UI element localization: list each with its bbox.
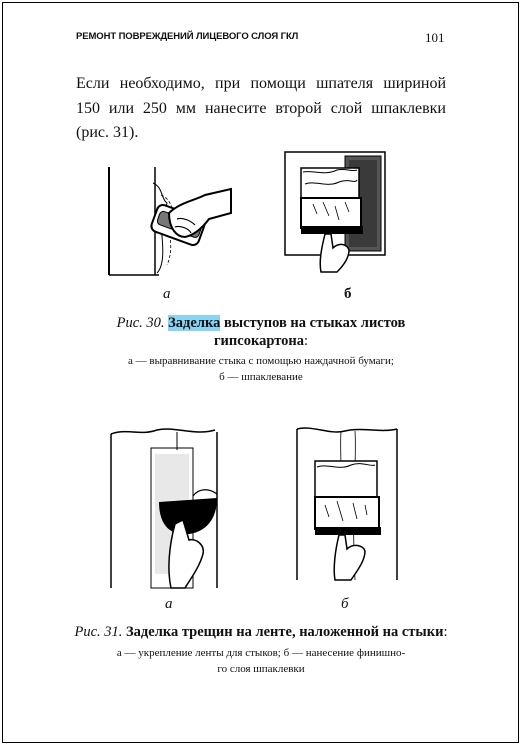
fig31-subcaption-2: го слоя шпаклевки (217, 663, 305, 675)
intro-paragraph (76, 72, 446, 146)
fig31-label-a: а (165, 596, 173, 612)
fig30-caption-line2 (0, 333, 522, 350)
fig30-caption-highlight: Заделка (168, 315, 221, 331)
fig30-label-a: а (163, 286, 171, 302)
fig31-subcaption-1: а — укрепление ленты для стыков; б — нанесение финишно- (116, 647, 406, 659)
fig31-caption-colon: : (443, 624, 448, 640)
fig31a-illustration (105, 428, 235, 593)
fig30-label-b: б (344, 286, 352, 302)
fig30a-illustration (105, 165, 235, 280)
fig30-subcaption-1: а — выравнивание стыка с помощью наждачной бумаги; (128, 355, 394, 367)
fig30-caption-prefix: Рис. 30. (116, 315, 165, 331)
running-header: РЕМОНТ ПОВРЕЖДЕНИЙ ЛИЦЕВОГО СЛОЯ ГКЛ (76, 31, 299, 42)
fig30-caption-line1 (0, 315, 522, 332)
fig30-caption-colon: : (304, 333, 309, 349)
fig30-caption-rest: выступов на стыках листов (223, 315, 406, 331)
page-number: 101 (425, 30, 445, 45)
fig31-label-b: б (341, 596, 349, 612)
fig31-caption-prefix: Рис. 31. (74, 624, 123, 640)
fig31b-illustration (293, 425, 403, 585)
fig31-caption (0, 624, 522, 641)
intro-line-1: Если необходимо, при помощи шпателя шириной (76, 75, 446, 92)
fig30-subcaption-2: б — шпаклевание (219, 371, 303, 383)
fig30-caption-line2-text: гипсокартона (213, 333, 304, 349)
fig31-caption-bold: Заделка трещин на ленте, наложенной на стыки (126, 624, 444, 640)
intro-line-3: (рис. 31). (76, 124, 139, 141)
intro-line-2: 150 или 250 мм нанесите второй слой шпаклевки (76, 99, 446, 117)
fig30b-illustration (283, 150, 388, 275)
